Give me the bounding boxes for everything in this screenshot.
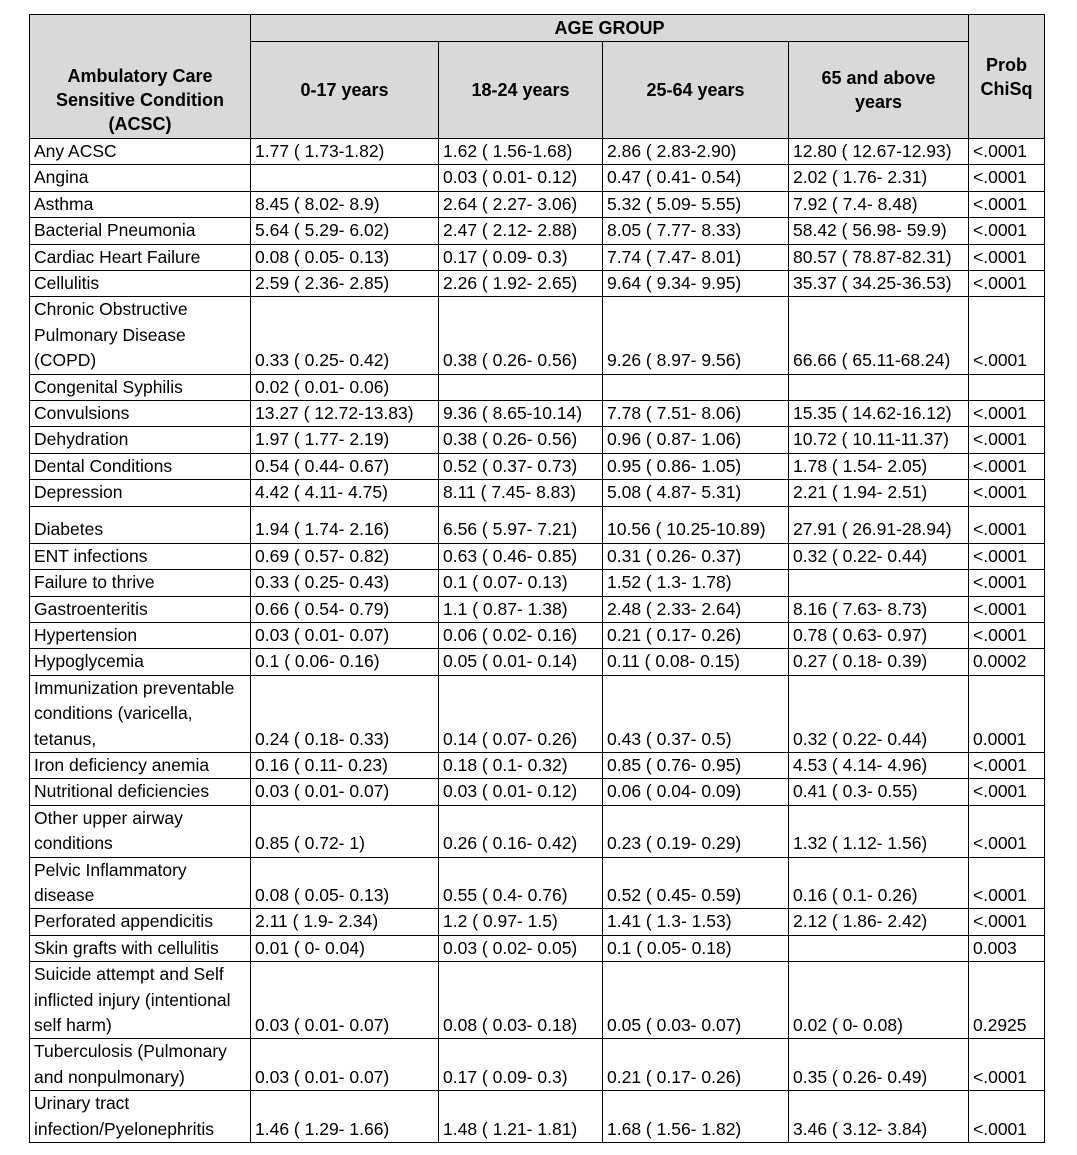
- age-65-plus-cell: 66.66 ( 65.11-68.24): [789, 297, 969, 374]
- prob-chisq-cell: <.0001: [969, 596, 1045, 622]
- age-column-header: 65 and above years: [789, 42, 969, 139]
- age-65-plus-cell: 8.16 ( 7.63- 8.73): [789, 596, 969, 622]
- age-0-17-cell: 1.46 ( 1.29- 1.66): [251, 1091, 439, 1143]
- age-25-64-cell: 0.31 ( 0.26- 0.37): [603, 543, 789, 569]
- age-0-17-cell: 1.97 ( 1.77- 2.19): [251, 427, 439, 453]
- age-0-17-cell: 13.27 ( 12.72-13.83): [251, 401, 439, 427]
- age-0-17-cell: 0.03 ( 0.01- 0.07): [251, 622, 439, 648]
- age-18-24-cell: 1.48 ( 1.21- 1.81): [439, 1091, 603, 1143]
- prob-chisq-cell: <.0001: [969, 191, 1045, 217]
- condition-cell: Nutritional deficiencies: [30, 779, 251, 805]
- age-25-64-cell: 7.78 ( 7.51- 8.06): [603, 401, 789, 427]
- age-18-24-cell: 0.18 ( 0.1- 0.32): [439, 752, 603, 778]
- age-65-plus-cell: 0.16 ( 0.1- 0.26): [789, 857, 969, 909]
- age-0-17-cell: 0.66 ( 0.54- 0.79): [251, 596, 439, 622]
- age-25-64-cell: 0.96 ( 0.87- 1.06): [603, 427, 789, 453]
- condition-cell: Angina: [30, 165, 251, 191]
- condition-cell: Chronic Obstructive Pulmonary Disease (COPD): [30, 297, 251, 374]
- age-18-24-cell: 0.17 ( 0.09- 0.3): [439, 1039, 603, 1091]
- age-25-64-cell: 0.21 ( 0.17- 0.26): [603, 622, 789, 648]
- prob-chisq-cell: <.0001: [969, 805, 1045, 857]
- table-row: [30, 271, 1045, 297]
- age-65-plus-cell: 12.80 ( 12.67-12.93): [789, 139, 969, 165]
- age-25-64-cell: 2.86 ( 2.83-2.90): [603, 139, 789, 165]
- age-0-17-cell: 0.01 ( 0- 0.04): [251, 935, 439, 961]
- age-18-24-cell: 0.26 ( 0.16- 0.42): [439, 805, 603, 857]
- condition-cell: Cardiac Heart Failure: [30, 244, 251, 270]
- age-25-64-cell: 1.41 ( 1.3- 1.53): [603, 909, 789, 935]
- age-25-64-cell: 5.08 ( 4.87- 5.31): [603, 480, 789, 506]
- table-row: [30, 596, 1045, 622]
- table-row: [30, 962, 1045, 1039]
- table-row: [30, 779, 1045, 805]
- condition-column-header: Ambulatory Care Sensitive Condition (ACSC): [30, 15, 251, 139]
- age-0-17-cell: 0.33 ( 0.25- 0.42): [251, 297, 439, 374]
- age-0-17-cell: 0.03 ( 0.01- 0.07): [251, 962, 439, 1039]
- age-65-plus-cell: 10.72 ( 10.11-11.37): [789, 427, 969, 453]
- condition-cell: Suicide attempt and Self inflicted injury (intentional self harm): [30, 962, 251, 1039]
- condition-cell: ENT infections: [30, 543, 251, 569]
- age-65-plus-cell: 2.12 ( 1.86- 2.42): [789, 909, 969, 935]
- prob-chisq-cell: [969, 374, 1045, 400]
- age-25-64-cell: 0.95 ( 0.86- 1.05): [603, 453, 789, 479]
- condition-cell: Dehydration: [30, 427, 251, 453]
- age-18-24-cell: 1.1 ( 0.87- 1.38): [439, 596, 603, 622]
- age-25-64-cell: 1.52 ( 1.3- 1.78): [603, 570, 789, 596]
- table-row: [30, 244, 1045, 270]
- age-0-17-cell: 0.69 ( 0.57- 0.82): [251, 543, 439, 569]
- age-0-17-cell: 0.03 ( 0.01- 0.07): [251, 1039, 439, 1091]
- table-row: [30, 165, 1045, 191]
- table-row: [30, 427, 1045, 453]
- condition-cell: Cellulitis: [30, 271, 251, 297]
- age-18-24-cell: 0.38 ( 0.26- 0.56): [439, 297, 603, 374]
- acsc-rates-table: [29, 14, 1045, 1143]
- table-row: [30, 805, 1045, 857]
- age-65-plus-cell: 80.57 ( 78.87-82.31): [789, 244, 969, 270]
- table-row: [30, 401, 1045, 427]
- table-row: [30, 622, 1045, 648]
- age-25-64-cell: 0.23 ( 0.19- 0.29): [603, 805, 789, 857]
- age-65-plus-cell: 0.32 ( 0.22- 0.44): [789, 675, 969, 752]
- prob-chisq-cell: <.0001: [969, 297, 1045, 374]
- age-25-64-cell: 8.05 ( 7.77- 8.33): [603, 218, 789, 244]
- age-25-64-cell: 0.85 ( 0.76- 0.95): [603, 752, 789, 778]
- age-18-24-cell: 1.2 ( 0.97- 1.5): [439, 909, 603, 935]
- condition-cell: Perforated appendicitis: [30, 909, 251, 935]
- age-18-24-cell: 0.03 ( 0.01- 0.12): [439, 779, 603, 805]
- prob-chisq-cell: <.0001: [969, 570, 1045, 596]
- age-18-24-cell: 2.26 ( 1.92- 2.65): [439, 271, 603, 297]
- age-18-24-cell: 0.03 ( 0.01- 0.12): [439, 165, 603, 191]
- age-18-24-cell: 2.64 ( 2.27- 3.06): [439, 191, 603, 217]
- age-0-17-cell: 1.94 ( 1.74- 2.16): [251, 506, 439, 543]
- age-0-17-cell: 0.54 ( 0.44- 0.67): [251, 453, 439, 479]
- condition-cell: Failure to thrive: [30, 570, 251, 596]
- age-65-plus-cell: 0.32 ( 0.22- 0.44): [789, 543, 969, 569]
- age-25-64-cell: 9.26 ( 8.97- 9.56): [603, 297, 789, 374]
- age-0-17-cell: 0.33 ( 0.25- 0.43): [251, 570, 439, 596]
- table-row: [30, 935, 1045, 961]
- age-25-64-cell: 0.1 ( 0.05- 0.18): [603, 935, 789, 961]
- age-18-24-cell: 1.62 ( 1.56-1.68): [439, 139, 603, 165]
- prob-chisq-cell: <.0001: [969, 271, 1045, 297]
- table-row: [30, 1091, 1045, 1143]
- age-65-plus-cell: 2.02 ( 1.76- 2.31): [789, 165, 969, 191]
- age-0-17-cell: 2.11 ( 1.9- 2.34): [251, 909, 439, 935]
- age-25-64-cell: [603, 374, 789, 400]
- age-25-64-cell: 1.68 ( 1.56- 1.82): [603, 1091, 789, 1143]
- age-0-17-cell: 5.64 ( 5.29- 6.02): [251, 218, 439, 244]
- prob-chisq-cell: <.0001: [969, 480, 1045, 506]
- prob-chisq-cell: <.0001: [969, 218, 1045, 244]
- age-18-24-cell: 8.11 ( 7.45- 8.83): [439, 480, 603, 506]
- age-25-64-cell: 0.52 ( 0.45- 0.59): [603, 857, 789, 909]
- age-65-plus-cell: 4.53 ( 4.14- 4.96): [789, 752, 969, 778]
- age-18-24-cell: [439, 374, 603, 400]
- prob-chisq-cell: <.0001: [969, 752, 1045, 778]
- prob-chisq-cell: <.0001: [969, 622, 1045, 648]
- condition-cell: Depression: [30, 480, 251, 506]
- age-0-17-cell: 0.02 ( 0.01- 0.06): [251, 374, 439, 400]
- age-18-24-cell: 0.55 ( 0.4- 0.76): [439, 857, 603, 909]
- table-row: [30, 453, 1045, 479]
- age-65-plus-cell: 0.78 ( 0.63- 0.97): [789, 622, 969, 648]
- prob-chisq-cell: <.0001: [969, 909, 1045, 935]
- prob-chisq-cell: <.0001: [969, 401, 1045, 427]
- prob-chisq-cell: <.0001: [969, 165, 1045, 191]
- table-row: [30, 857, 1045, 909]
- condition-cell: Dental Conditions: [30, 453, 251, 479]
- age-18-24-cell: 0.03 ( 0.02- 0.05): [439, 935, 603, 961]
- age-0-17-cell: 0.1 ( 0.06- 0.16): [251, 649, 439, 675]
- age-18-24-cell: 9.36 ( 8.65-10.14): [439, 401, 603, 427]
- age-18-24-cell: 0.08 ( 0.03- 0.18): [439, 962, 603, 1039]
- age-18-24-cell: 2.47 ( 2.12- 2.88): [439, 218, 603, 244]
- age-0-17-cell: 0.24 ( 0.18- 0.33): [251, 675, 439, 752]
- age-25-64-cell: 10.56 ( 10.25-10.89): [603, 506, 789, 543]
- age-25-64-cell: 0.11 ( 0.08- 0.15): [603, 649, 789, 675]
- age-18-24-cell: 0.17 ( 0.09- 0.3): [439, 244, 603, 270]
- table-row: [30, 570, 1045, 596]
- age-25-64-cell: 9.64 ( 9.34- 9.95): [603, 271, 789, 297]
- table-row: [30, 752, 1045, 778]
- table-row: [30, 480, 1045, 506]
- table-row: [30, 649, 1045, 675]
- condition-cell: Congenital Syphilis: [30, 374, 251, 400]
- age-0-17-cell: 0.08 ( 0.05- 0.13): [251, 857, 439, 909]
- age-65-plus-cell: 1.78 ( 1.54- 2.05): [789, 453, 969, 479]
- age-25-64-cell: 0.21 ( 0.17- 0.26): [603, 1039, 789, 1091]
- age-65-plus-cell: [789, 570, 969, 596]
- age-25-64-cell: 0.06 ( 0.04- 0.09): [603, 779, 789, 805]
- table-row: [30, 297, 1045, 374]
- table-row: [30, 675, 1045, 752]
- condition-cell: Any ACSC: [30, 139, 251, 165]
- age-25-64-cell: 7.74 ( 7.47- 8.01): [603, 244, 789, 270]
- condition-cell: Gastroenteritis: [30, 596, 251, 622]
- age-0-17-cell: 0.03 ( 0.01- 0.07): [251, 779, 439, 805]
- prob-chisq-cell: <.0001: [969, 1039, 1045, 1091]
- table-row: [30, 218, 1045, 244]
- table-row: [30, 506, 1045, 543]
- condition-cell: Convulsions: [30, 401, 251, 427]
- condition-cell: Diabetes: [30, 506, 251, 543]
- age-18-24-cell: 6.56 ( 5.97- 7.21): [439, 506, 603, 543]
- prob-chisq-cell: <.0001: [969, 857, 1045, 909]
- age-0-17-cell: 8.45 ( 8.02- 8.9): [251, 191, 439, 217]
- table-row: [30, 909, 1045, 935]
- prob-chisq-cell: <.0001: [969, 244, 1045, 270]
- table-body: [30, 139, 1045, 1143]
- age-18-24-cell: 0.14 ( 0.07- 0.26): [439, 675, 603, 752]
- condition-cell: Hypoglycemia: [30, 649, 251, 675]
- age-0-17-cell: 2.59 ( 2.36- 2.85): [251, 271, 439, 297]
- condition-cell: Skin grafts with cellulitis: [30, 935, 251, 961]
- table-row: [30, 1039, 1045, 1091]
- age-65-plus-cell: 7.92 ( 7.4- 8.48): [789, 191, 969, 217]
- prob-chisq-cell: 0.0002: [969, 649, 1045, 675]
- table-row: [30, 191, 1045, 217]
- age-18-24-cell: 0.38 ( 0.26- 0.56): [439, 427, 603, 453]
- prob-chisq-cell: <.0001: [969, 543, 1045, 569]
- condition-cell: Urinary tract infection/Pyelonephritis: [30, 1091, 251, 1143]
- prob-chisq-cell: <.0001: [969, 139, 1045, 165]
- condition-cell: Immunization preventable conditions (varicella, tetanus,: [30, 675, 251, 752]
- age-65-plus-cell: 0.35 ( 0.26- 0.49): [789, 1039, 969, 1091]
- age-18-24-cell: 0.05 ( 0.01- 0.14): [439, 649, 603, 675]
- table-row: [30, 139, 1045, 165]
- condition-cell: Asthma: [30, 191, 251, 217]
- age-65-plus-cell: 58.42 ( 56.98- 59.9): [789, 218, 969, 244]
- age-column-header: 0-17 years: [251, 42, 439, 139]
- prob-chisq-cell: <.0001: [969, 506, 1045, 543]
- age-18-24-cell: 0.52 ( 0.37- 0.73): [439, 453, 603, 479]
- age-18-24-cell: 0.1 ( 0.07- 0.13): [439, 570, 603, 596]
- prob-chisq-cell: 0.003: [969, 935, 1045, 961]
- age-25-64-cell: 2.48 ( 2.33- 2.64): [603, 596, 789, 622]
- prob-chisq-cell: 0.2925: [969, 962, 1045, 1039]
- prob-chisq-header: Prob ChiSq: [969, 15, 1045, 139]
- age-column-header: 25-64 years: [603, 42, 789, 139]
- prob-chisq-cell: <.0001: [969, 427, 1045, 453]
- table-row: [30, 543, 1045, 569]
- condition-cell: Pelvic Inflammatory disease: [30, 857, 251, 909]
- age-65-plus-cell: 2.21 ( 1.94- 2.51): [789, 480, 969, 506]
- condition-cell: Bacterial Pneumonia: [30, 218, 251, 244]
- age-0-17-cell: 4.42 ( 4.11- 4.75): [251, 480, 439, 506]
- age-65-plus-cell: 1.32 ( 1.12- 1.56): [789, 805, 969, 857]
- age-65-plus-cell: [789, 374, 969, 400]
- age-65-plus-cell: 35.37 ( 34.25-36.53): [789, 271, 969, 297]
- prob-chisq-cell: 0.0001: [969, 675, 1045, 752]
- age-column-header: 18-24 years: [439, 42, 603, 139]
- age-65-plus-cell: 0.41 ( 0.3- 0.55): [789, 779, 969, 805]
- age-25-64-cell: 5.32 ( 5.09- 5.55): [603, 191, 789, 217]
- condition-cell: Hypertension: [30, 622, 251, 648]
- age-18-24-cell: 0.06 ( 0.02- 0.16): [439, 622, 603, 648]
- age-65-plus-cell: [789, 935, 969, 961]
- prob-chisq-cell: <.0001: [969, 779, 1045, 805]
- age-65-plus-cell: 27.91 ( 26.91-28.94): [789, 506, 969, 543]
- age-0-17-cell: 1.77 ( 1.73-1.82): [251, 139, 439, 165]
- age-0-17-cell: 0.85 ( 0.72- 1): [251, 805, 439, 857]
- table-row: [30, 374, 1045, 400]
- condition-cell: Iron deficiency anemia: [30, 752, 251, 778]
- age-65-plus-cell: 0.27 ( 0.18- 0.39): [789, 649, 969, 675]
- age-25-64-cell: 0.05 ( 0.03- 0.07): [603, 962, 789, 1039]
- condition-cell: Tuberculosis (Pulmonary and nonpulmonary): [30, 1039, 251, 1091]
- age-25-64-cell: 0.47 ( 0.41- 0.54): [603, 165, 789, 191]
- age-65-plus-cell: 3.46 ( 3.12- 3.84): [789, 1091, 969, 1143]
- age-65-plus-cell: 15.35 ( 14.62-16.12): [789, 401, 969, 427]
- age-0-17-cell: [251, 165, 439, 191]
- age-0-17-cell: 0.16 ( 0.11- 0.23): [251, 752, 439, 778]
- age-25-64-cell: 0.43 ( 0.37- 0.5): [603, 675, 789, 752]
- age-0-17-cell: 0.08 ( 0.05- 0.13): [251, 244, 439, 270]
- prob-chisq-cell: <.0001: [969, 453, 1045, 479]
- prob-chisq-cell: <.0001: [969, 1091, 1045, 1143]
- condition-cell: Other upper airway conditions: [30, 805, 251, 857]
- age-18-24-cell: 0.63 ( 0.46- 0.85): [439, 543, 603, 569]
- age-group-header: AGE GROUP: [251, 15, 969, 42]
- age-65-plus-cell: 0.02 ( 0- 0.08): [789, 962, 969, 1039]
